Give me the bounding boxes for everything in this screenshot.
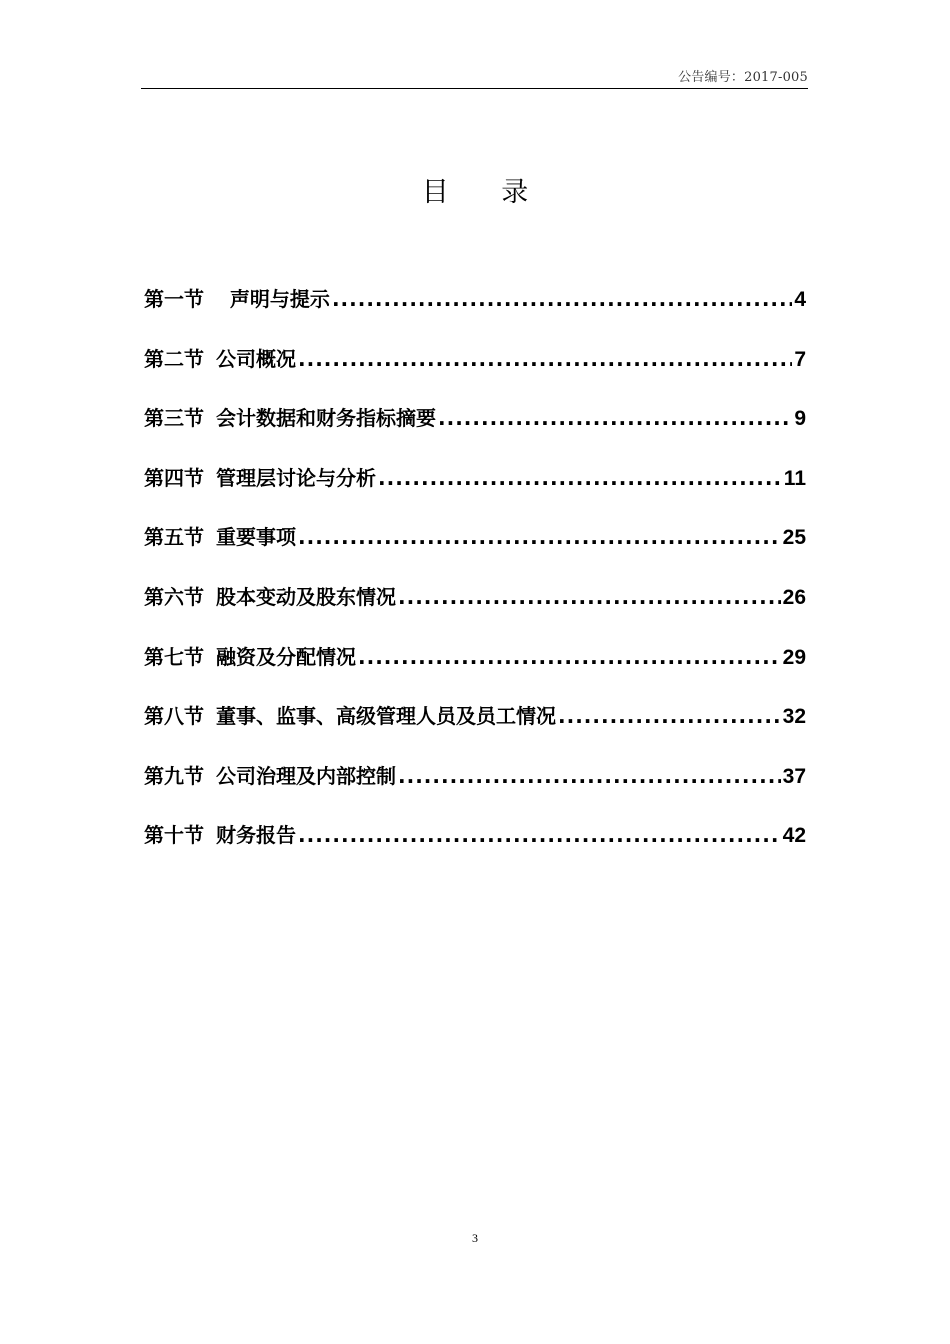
toc-entry[interactable]: [144, 343, 806, 403]
toc-section-title: 董事、监事、高级管理人员及员工情况: [216, 704, 556, 729]
toc-page-number: 26: [782, 585, 806, 609]
toc-entry[interactable]: [144, 700, 806, 760]
toc-section-number: 第三节: [144, 406, 204, 431]
toc-page-number: 32: [782, 705, 806, 729]
toc-dot-leader: [438, 406, 792, 430]
toc-page-number: 11: [783, 466, 806, 490]
toc-section-title: 重要事项: [216, 525, 296, 550]
toc-page-number: 37: [782, 764, 806, 788]
toc-title: 目 录: [421, 177, 551, 208]
toc-dot-leader: [378, 466, 782, 490]
toc-entry[interactable]: [144, 581, 806, 641]
table-of-contents: [144, 283, 806, 879]
toc-entry[interactable]: [144, 760, 806, 820]
page-number: 3: [472, 1231, 478, 1245]
toc-page-number: 29: [782, 645, 806, 669]
toc-dot-leader: [558, 704, 781, 728]
toc-entry[interactable]: [144, 521, 806, 581]
toc-section-number: 第十节: [144, 823, 204, 848]
toc-section-number: 第五节: [144, 525, 204, 550]
toc-section-number: 第二节: [144, 346, 204, 371]
toc-entry[interactable]: [144, 402, 806, 462]
toc-section-title: 会计数据和财务指标摘要: [216, 406, 436, 431]
toc-page-number: 9: [794, 407, 806, 431]
toc-section-number: 第四节: [144, 465, 204, 490]
toc-entry[interactable]: [144, 462, 806, 522]
toc-entry[interactable]: [144, 283, 806, 343]
toc-section-number: 第七节: [144, 644, 204, 669]
toc-dot-leader: [332, 287, 792, 311]
toc-page-number: 7: [794, 347, 806, 371]
toc-entry[interactable]: [144, 641, 806, 701]
toc-section-title: 管理层讨论与分析: [216, 465, 376, 490]
toc-page-number: 25: [782, 526, 806, 550]
toc-dot-leader: [298, 525, 781, 549]
toc-section-title: 声明与提示: [216, 287, 330, 311]
toc-section-title: 股本变动及股东情况: [216, 584, 396, 609]
toc-dot-leader: [358, 645, 781, 669]
toc-dot-leader: [298, 347, 792, 371]
toc-section-number: 第六节: [144, 584, 204, 609]
toc-section-number: 第一节: [144, 287, 204, 311]
toc-dot-leader: [298, 823, 781, 847]
toc-entry[interactable]: [144, 819, 806, 879]
toc-section-title: 融资及分配情况: [216, 644, 356, 669]
toc-page-number: 4: [794, 288, 806, 311]
header-rule: [141, 88, 808, 89]
toc-page-number: 42: [782, 824, 806, 848]
toc-section-title: 公司概况: [216, 346, 296, 371]
announcement-number: 公告编号：2017-005: [678, 70, 808, 85]
toc-section-number: 第八节: [144, 704, 204, 729]
toc-section-title: 财务报告: [216, 823, 296, 848]
toc-dot-leader: [398, 764, 781, 788]
toc-section-number: 第九节: [144, 763, 204, 788]
toc-section-title: 公司治理及内部控制: [216, 763, 396, 788]
toc-dot-leader: [398, 585, 781, 609]
